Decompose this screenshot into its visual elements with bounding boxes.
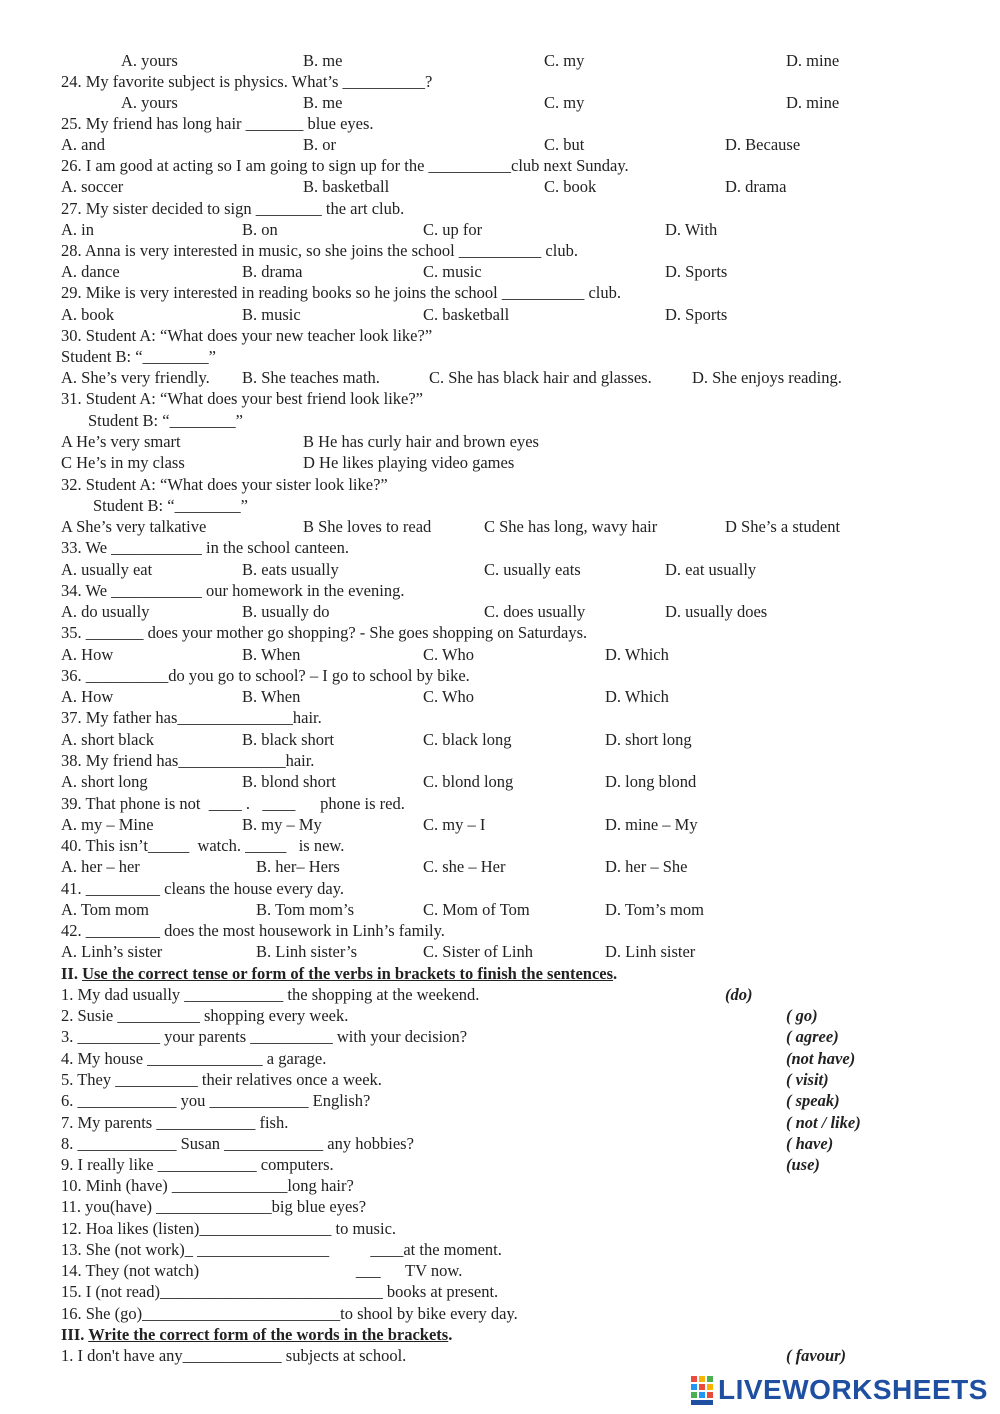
q37-option-a: A. short black <box>61 730 155 749</box>
section-3-heading: III. Write the correct form of the words in the brackets. <box>61 1325 453 1344</box>
q38-option-b: B. blond short <box>242 772 336 791</box>
liveworksheets-logo <box>690 1370 990 1410</box>
s3-item-1: 1. I don't have any____________ subjects at school. <box>61 1346 407 1365</box>
q28-question: 28. Anna is very interested in music, so she joins the school __________ club. <box>61 241 578 260</box>
q34-option-b: B. usually do <box>242 602 330 621</box>
q29-option-c: C. basketball <box>423 305 510 324</box>
q42-option-a: A. Linh’s sister <box>61 942 163 961</box>
q27-option-b: B. on <box>242 220 278 239</box>
s2-item-1: 1. My dad usually ____________ the shopping at the weekend. <box>61 985 480 1004</box>
q31-option-c: C He’s in my class <box>61 453 185 472</box>
s2-item-15: 15. I (not read)___________________________ books at present. <box>61 1282 499 1301</box>
s2-item-4: 4. My house ______________ a garage. <box>61 1049 327 1068</box>
q26-option-b: B. basketball <box>303 177 390 196</box>
q30-student-b: Student B: “________” <box>61 347 216 366</box>
q23-option-b: B. me <box>303 51 343 70</box>
liveworksheets-logo-icon <box>690 1373 714 1407</box>
q34-option-d: D. usually does <box>665 602 768 621</box>
s2-item-5: 5. They __________ their relatives once a week. <box>61 1070 382 1089</box>
q23-option-a: A. yours <box>121 51 178 70</box>
q23-option-d: D. mine <box>786 51 840 70</box>
q31-question: 31. Student A: “What does your best friend look like?” <box>61 389 424 408</box>
s2-item-3-hint: ( agree) <box>786 1027 839 1046</box>
q40-option-b: B. her– Hers <box>256 857 340 876</box>
s2-item-8-hint: ( have) <box>786 1134 834 1153</box>
q30-option-d: D. She enjoys reading. <box>692 368 842 387</box>
q36-option-a: A. How <box>61 687 114 706</box>
q26-option-d: D. drama <box>725 177 787 196</box>
s2-item-14: 14. They (not watch) ___ TV now. <box>61 1261 463 1280</box>
s2-item-3: 3. __________ your parents __________ with your decision? <box>61 1027 468 1046</box>
s3-item-1-hint: ( favour) <box>786 1346 847 1365</box>
q41-option-d: D. Tom’s mom <box>605 900 704 919</box>
s2-item-6-hint: ( speak) <box>786 1091 840 1110</box>
q24-question: 24. My favorite subject is physics. What’s __________? <box>61 72 433 91</box>
q29-option-b: B. music <box>242 305 301 324</box>
q26-question: 26. I am good at acting so I am going to sign up for the __________club next Sunday. <box>61 156 629 175</box>
q41-question: 41. _________ cleans the house every day. <box>61 879 345 898</box>
q26-option-c: C. book <box>544 177 597 196</box>
s2-item-6: 6. ____________ you ____________ English? <box>61 1091 371 1110</box>
q33-option-b: B. eats usually <box>242 560 339 579</box>
section-2-title: Use the correct tense or form of the verbs in brackets to finish the sentences <box>82 964 614 983</box>
q41-option-b: B. Tom mom’s <box>256 900 355 919</box>
s2-item-10: 10. Minh (have) ______________long hair? <box>61 1176 354 1195</box>
q28-option-c: C. music <box>423 262 482 281</box>
q38-question: 38. My friend has_____________hair. <box>61 751 315 770</box>
q40-option-d: D. her – She <box>605 857 688 876</box>
s2-item-12: 12. Hoa likes (listen)________________ to music. <box>61 1219 397 1238</box>
q35-option-c: C. Who <box>423 645 475 664</box>
s2-item-4-hint: (not have) <box>786 1049 856 1068</box>
q41-option-c: C. Mom of Tom <box>423 900 530 919</box>
q31-option-b: B He has curly hair and brown eyes <box>303 432 539 451</box>
q26-option-a: A. soccer <box>61 177 124 196</box>
q31-student-b: Student B: “________” <box>88 411 243 430</box>
q41-option-a: A. Tom mom <box>61 900 149 919</box>
q29-option-a: A. book <box>61 305 115 324</box>
q25-option-c: C. but <box>544 135 585 154</box>
q28-option-b: B. drama <box>242 262 303 281</box>
s2-item-9: 9. I really like ____________ computers. <box>61 1155 334 1174</box>
s2-item-1-hint: (do) <box>725 985 753 1004</box>
q27-question: 27. My sister decided to sign ________ the art club. <box>61 199 405 218</box>
q32-option-b: B She loves to read <box>303 517 432 536</box>
q27-option-a: A. in <box>61 220 94 239</box>
q33-option-c: C. usually eats <box>484 560 581 579</box>
q33-option-d: D. eat usually <box>665 560 757 579</box>
q25-option-d: D. Because <box>725 135 801 154</box>
q32-option-a: A She’s very talkative <box>61 517 207 536</box>
q42-option-d: D. Linh sister <box>605 942 696 961</box>
s2-item-5-hint: ( visit) <box>786 1070 829 1089</box>
q42-option-b: B. Linh sister’s <box>256 942 357 961</box>
q24-option-b: B. me <box>303 93 343 112</box>
q31-option-d: D He likes playing video games <box>303 453 515 472</box>
q37-option-d: D. short long <box>605 730 692 749</box>
q33-option-a: A. usually eat <box>61 560 153 579</box>
q35-option-b: B. When <box>242 645 301 664</box>
q31-option-a: A He’s very smart <box>61 432 181 451</box>
q36-option-c: C. Who <box>423 687 475 706</box>
q34-option-a: A. do usually <box>61 602 150 621</box>
q29-question: 29. Mike is very interested in reading books so he joins the school __________ club. <box>61 283 622 302</box>
q38-option-d: D. long blond <box>605 772 697 791</box>
q40-question: 40. This isn’t_____ watch. _____ is new. <box>61 836 345 855</box>
section-2-heading: II. Use the correct tense or form of the verbs in brackets to finish the sentences. <box>61 964 618 983</box>
q24-option-d: D. mine <box>786 93 840 112</box>
s2-item-11: 11. you(have) ______________big blue eyes? <box>61 1197 367 1216</box>
section-2-number: II. <box>61 964 78 983</box>
s2-item-9-hint: (use) <box>786 1155 820 1174</box>
q30-option-c: C. She has black hair and glasses. <box>429 368 652 387</box>
q33-question: 33. We ___________ in the school canteen. <box>61 538 349 557</box>
q35-question: 35. _______ does your mother go shopping? - She goes shopping on Saturdays. <box>61 623 588 642</box>
s2-item-2-hint: ( go) <box>786 1006 818 1025</box>
s2-item-2: 2. Susie __________ shopping every week. <box>61 1006 349 1025</box>
q39-option-c: C. my – I <box>423 815 486 834</box>
q39-option-b: B. my – My <box>242 815 322 834</box>
q23-option-c: C. my <box>544 51 585 70</box>
s2-item-8: 8. ____________ Susan ____________ any hobbies? <box>61 1134 414 1153</box>
q35-option-a: A. How <box>61 645 114 664</box>
q37-option-c: C. black long <box>423 730 512 749</box>
q30-option-b: B. She teaches math. <box>242 368 380 387</box>
q27-option-c: C. up for <box>423 220 483 239</box>
q25-option-b: B. or <box>303 135 336 154</box>
q40-option-a: A. her – her <box>61 857 140 876</box>
q24-option-c: C. my <box>544 93 585 112</box>
q38-option-c: C. blond long <box>423 772 514 791</box>
q40-option-c: C. she – Her <box>423 857 506 876</box>
q42-option-c: C. Sister of Linh <box>423 942 533 961</box>
s2-item-13: 13. She (not work)_ ________________ ____at the moment. <box>61 1240 502 1259</box>
q36-option-d: D. Which <box>605 687 669 706</box>
q32-option-d: D She’s a student <box>725 517 841 536</box>
q24-option-a: A. yours <box>121 93 178 112</box>
q32-option-c: C She has long, wavy hair <box>484 517 658 536</box>
liveworksheets-logo-text: LIVEWORKSHEETS <box>718 1374 988 1405</box>
q39-option-d: D. mine – My <box>605 815 698 834</box>
section-3-number: III. <box>61 1325 85 1344</box>
q32-student-b: Student B: “________” <box>93 496 248 515</box>
q42-question: 42. _________ does the most housework in Linh’s family. <box>61 921 445 940</box>
section-3-title: Write the correct form of the words in the brackets <box>88 1325 449 1344</box>
q32-question: 32. Student A: “What does your sister look like?” <box>61 475 388 494</box>
s2-item-7-hint: ( not / like) <box>786 1113 861 1132</box>
q36-option-b: B. When <box>242 687 301 706</box>
q39-option-a: A. my – Mine <box>61 815 154 834</box>
q37-option-b: B. black short <box>242 730 335 749</box>
q34-question: 34. We ___________ our homework in the evening. <box>61 581 405 600</box>
q36-question: 36. __________do you go to school? – I go to school by bike. <box>61 666 470 685</box>
q29-option-d: D. Sports <box>665 305 728 324</box>
q25-question: 25. My friend has long hair _______ blue eyes. <box>61 114 374 133</box>
q27-option-d: D. With <box>665 220 718 239</box>
q25-option-a: A. and <box>61 135 105 154</box>
q39-question: 39. That phone is not ____ . ____ phone is red. <box>61 794 405 813</box>
q37-question: 37. My father has______________hair. <box>61 708 322 727</box>
q28-option-a: A. dance <box>61 262 120 281</box>
q30-question: 30. Student A: “What does your new teacher look like?” <box>61 326 433 345</box>
s2-item-16: 16. She (go)________________________to shool by bike every day. <box>61 1304 518 1323</box>
q34-option-c: C. does usually <box>484 602 586 621</box>
q38-option-a: A. short long <box>61 772 148 791</box>
q28-option-d: D. Sports <box>665 262 728 281</box>
s2-item-7: 7. My parents ____________ fish. <box>61 1113 289 1132</box>
q35-option-d: D. Which <box>605 645 669 664</box>
q30-option-a: A. She’s very friendly. <box>61 368 210 387</box>
